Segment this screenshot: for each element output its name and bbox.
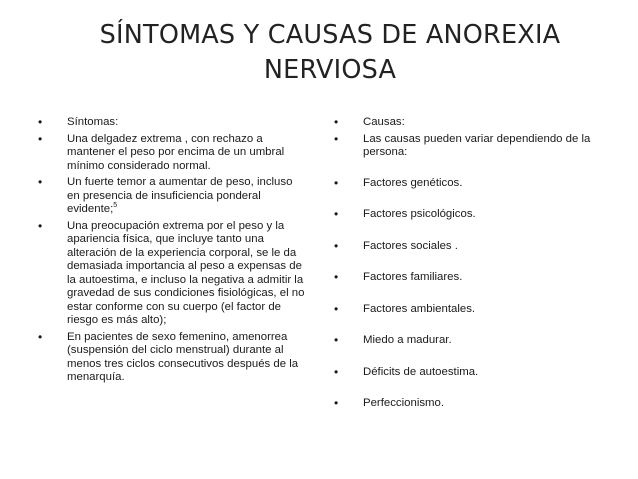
causes-list — [334, 116, 624, 411]
causes-list-item: • Miedo a madurar. — [334, 334, 624, 348]
symptoms-list-item: • Un fuerte temor a aumentar de peso, incluso en presencia de insuficiencia ponderal evidente;$^5$ — [38, 176, 306, 217]
causes-list-item: • Factores genéticos. — [334, 177, 624, 191]
slide-title — [40, 18, 620, 88]
title-line-1: SÍNTOMAS Y CAUSAS DE ANOREXIA — [99, 20, 561, 50]
symptoms-list-item: • Síntomas: — [38, 116, 306, 130]
symptoms-list — [38, 116, 306, 388]
title-line-2: NERVIOSA — [263, 55, 397, 85]
causes-list-item: • Factores psicológicos. — [334, 208, 624, 222]
causes-list-item: • Déficits de autoestima. — [334, 366, 624, 380]
causes-list-item: • Factores familiares. — [334, 271, 624, 285]
causes-list-item: • Las causas pueden variar dependiendo de la persona: — [334, 133, 624, 160]
symptoms-list-item: • En pacientes de sexo femenino, amenorrea (suspensión del ciclo menstrual) durante al menos tres ciclos consecutivos después de la menarquía. — [38, 331, 306, 385]
footnote-reference: 5 — [113, 202, 118, 210]
causes-list-item: • Factores sociales . — [334, 240, 624, 254]
symptoms-list-item: • Una delgadez extrema , con rechazo a mantener el peso por encima de un umbral mínimo considerado normal. — [38, 133, 306, 174]
symptoms-list-item: • Una preocupación extrema por el peso y la apariencia física, que incluye tanto una alteración de la experiencia corporal, se le da demasiada importancia al peso a expensas de la autoestima, e incluso la negativa a admitir la gravedad de sus condiciones fisiológicas, el no estar conforme con su cuerpo (el factor de riesgo es más alto); — [38, 220, 306, 328]
causes-list-item: • Factores ambientales. — [334, 303, 624, 317]
causes-list-item: • Causas: — [334, 116, 624, 130]
causes-list-item: • Perfeccionismo. — [334, 397, 624, 411]
